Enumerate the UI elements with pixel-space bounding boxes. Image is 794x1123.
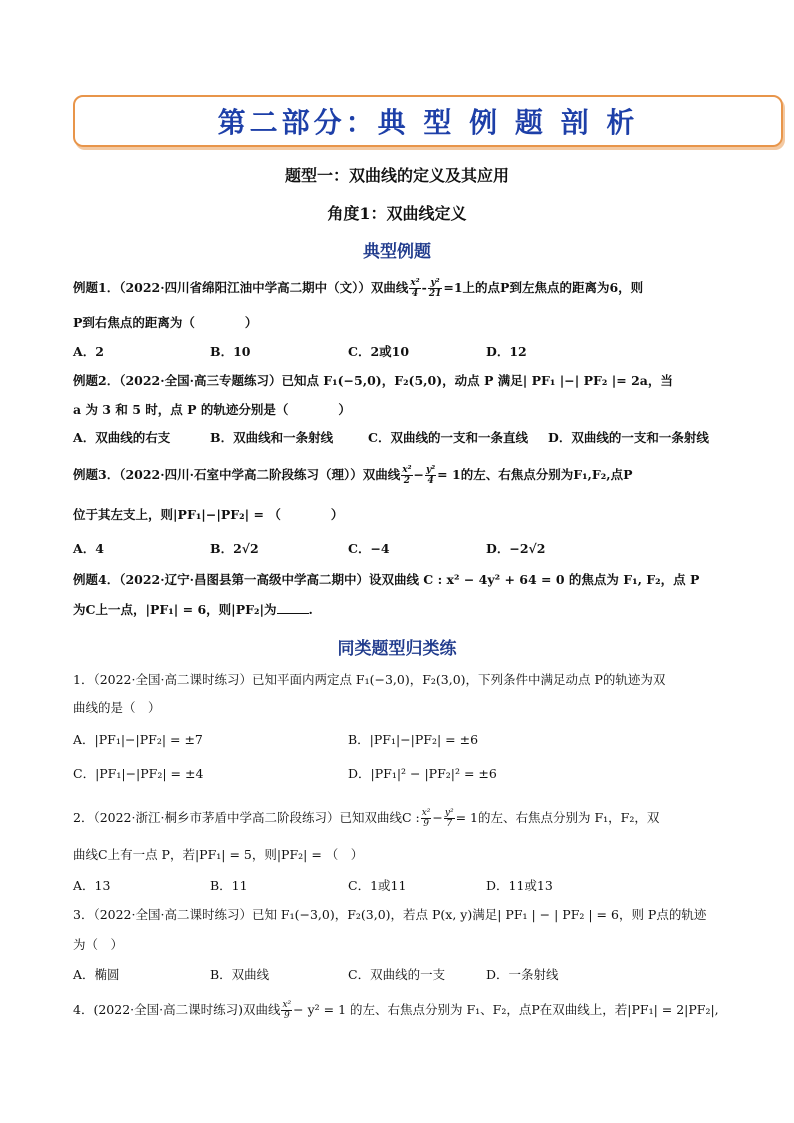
question-2-line1: 2．（2022·浙江·桐乡市茅盾中学高二阶段练习）已知双曲线C : $\frac{\text{x²}}{9}$ − $\frac{\text{y²}}{7}$ = 1的左、右焦点分别为 F₁，F₂，双: [73, 808, 660, 829]
example-3-option-b: B．2√2: [210, 541, 259, 556]
example-1-option-d: D．12: [486, 344, 527, 359]
question-3-option-d: D．一条射线: [486, 967, 559, 982]
example-2-option-b: B．双曲线和一条射线: [210, 430, 334, 445]
question-2-option-a: A．13: [73, 878, 111, 893]
example-1-option-c: C．2或10: [348, 344, 410, 359]
practice-heading: 同类题型归类练: [337, 639, 457, 659]
fraction: $\frac{\text{y²}}{4}$: [426, 465, 436, 486]
question-1-line1: 1．（2022·全国·高二课时练习）已知平面内两定点 F₁(−3,0)，F₂(3,0)，下列条件中满足动点 P的轨迹为双: [73, 672, 666, 687]
example-4-line2: 为C上一点，|PF₁| = 6，则|PF₂|为 .: [73, 602, 313, 617]
example-1-option-b: B．10: [210, 344, 251, 359]
question-1-option-b: B．|PF₁|−|PF₂| = ±6: [348, 732, 479, 747]
example-3-line2: 位于其左支上，则|PF₁|−|PF₂| = （ ）: [73, 507, 344, 522]
example-3-option-a: A．4: [73, 541, 104, 556]
example-3-option-c: C．−4: [348, 541, 390, 556]
question-1-line2: 曲线的是（ ）: [73, 700, 161, 715]
example-1-line1: 例题1．（2022·四川省绵阳江油中学高二期中（文））双曲线 $\frac{\text{x²}}{4}$ - $\frac{\text{y²}}{21}$ =1上的点P到左焦点的距离为6，则: [73, 278, 644, 299]
question-2-option-b: B．11: [210, 878, 248, 893]
question-3-option-a: A．椭圆: [73, 967, 120, 982]
typical-heading: 典型例题: [363, 242, 431, 262]
banner-title: 第二部分：典 型 例 题 剖 析: [217, 106, 639, 139]
fraction: $\frac{\text{y²}}{21}$: [428, 278, 442, 299]
example-2-option-d: D．双曲线的一支和一条射线: [548, 430, 709, 445]
example-2-option-c: C．双曲线的一支和一条直线: [368, 430, 528, 445]
question-1-option-a: A．|PF₁|−|PF₂| = ±7: [73, 732, 203, 747]
question-2-option-c: C．1或11: [348, 878, 407, 893]
example-1-option-a: A．2: [73, 344, 104, 359]
example-2-option-a: A．双曲线的右支: [73, 430, 171, 445]
example-2-line1: 例题2．（2022·全国·高三专题练习）已知点 F₁(−5,0)，F₂(5,0)，动点 P 满足| PF₁ |−| PF₂ |= 2a，当: [73, 373, 673, 388]
fraction: $\frac{\text{x²}}{9}$: [282, 1000, 292, 1021]
question-3-option-b: B．双曲线: [210, 967, 270, 982]
section-title: 题型一：双曲线的定义及其应用: [284, 166, 509, 185]
question-3-line2: 为（ ）: [73, 937, 124, 952]
fraction: $\frac{\text{x²}}{4}$: [410, 278, 420, 299]
question-2-line2: 曲线C上有一点 P，若|PF₁| = 5，则|PF₂| = （ ）: [73, 847, 364, 862]
question-1-option-c: C．|PF₁|−|PF₂| = ±4: [73, 766, 204, 781]
part-banner: [73, 95, 783, 147]
fraction: $\frac{\text{x²}}{9}$: [421, 808, 431, 829]
example-2-line2: a 为 3 和 5 时，点 P 的轨迹分别是（ ）: [73, 402, 351, 417]
example-3-option-d: D．−2√2: [486, 541, 546, 556]
fraction: $\frac{\text{y²}}{7}$: [444, 808, 454, 829]
answer-blank: [277, 613, 309, 614]
question-3-line1: 3．（2022·全国·高二课时练习）已知 F₁(−3,0)，F₂(3,0)，若点 P(x, y)满足| PF₁ | − | PF₂ | = 6，则 P点的轨迹: [73, 907, 707, 922]
example-3-line1: 例题3．（2022·四川·石室中学高二阶段练习（理））双曲线 $\frac{\text{x²}}{2}$ − $\frac{\text{y²}}{4}$ = 1的左、右焦点分别为F₁,F₂,点P: [73, 465, 633, 486]
question-1-option-d: D．|PF₁|² − |PF₂|² = ±6: [348, 766, 497, 781]
angle-title: 角度1：双曲线定义: [327, 204, 467, 223]
fraction: $\frac{\text{x²}}{2}$: [402, 465, 412, 486]
question-4-line1: 4．(2022·全国·高二课时练习)双曲线 $\frac{\text{x²}}{9}$ − y² = 1 的左、右焦点分别为 F₁、F₂，点P在双曲线上，若|PF₁| = 2|PF₂|,: [73, 1000, 719, 1021]
example-1-line2: P到右焦点的距离为（ ）: [73, 315, 258, 330]
question-3-option-c: C．双曲线的一支: [348, 967, 446, 982]
question-2-option-d: D．11或13: [486, 878, 553, 893]
example-4-line1: 例题4．（2022·辽宁·昌图县第一高级中学高二期中）设双曲线 C : x² − 4y² + 64 = 0 的焦点为 F₁, F₂，点 P: [73, 572, 700, 587]
